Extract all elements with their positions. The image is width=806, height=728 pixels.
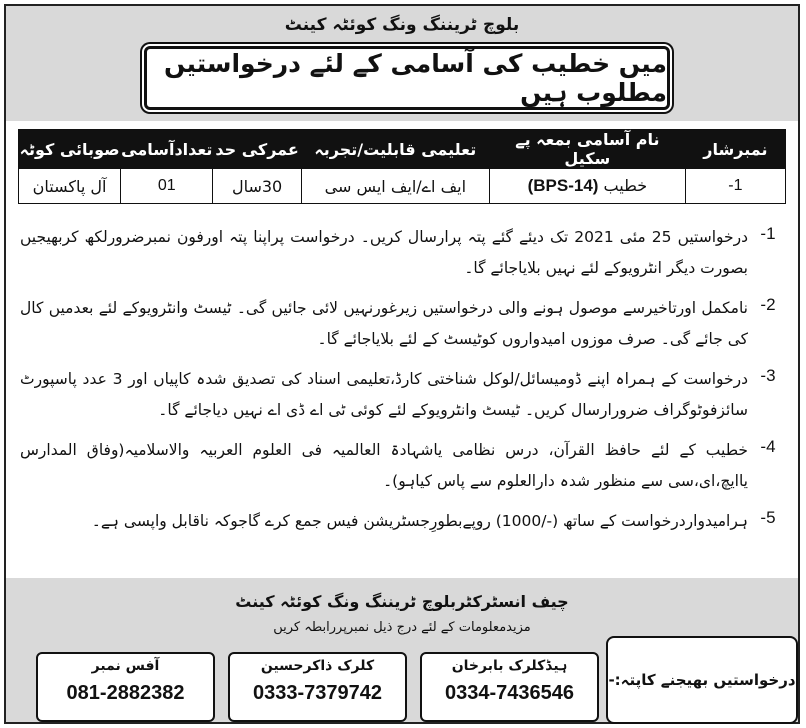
condition-number: 3- (760, 366, 776, 385)
posts-table (18, 129, 786, 204)
condition-number: 5- (760, 508, 776, 527)
condition-number: 2- (760, 295, 776, 314)
condition-item (16, 435, 788, 497)
header-qualification: تعلیمی قابلیت/تجربہ (301, 130, 489, 169)
main-title-box (144, 46, 670, 110)
header-quota: صوبائی کوٹہ (19, 130, 121, 169)
condition-item (16, 293, 788, 355)
cell-qualification: ایف اے/ایف ایس سی (301, 169, 489, 204)
condition-number: 1- (760, 224, 776, 243)
main-title: میں خطیب کی آسامی کے لئے درخواستیں مطلوب ہیں (164, 49, 667, 107)
header-count: تعدادآسامی (121, 130, 213, 169)
table-header-row (19, 130, 786, 169)
cell-post (489, 169, 685, 204)
contact-phone: 0334-7436546 (444, 682, 574, 704)
header-post: نام آسامی بمعہ پے سکیل (489, 130, 685, 169)
condition-text: ہرامیدواردرخواست کے ساتھ (-/1000) روپےبطورِجسٹریشن فیس جمع کرے گاجوکہ ناقابل واپسی ہے۔ (91, 512, 748, 530)
footer-band (6, 578, 798, 722)
contact-name: آفس نمبر (91, 658, 160, 674)
advertisement-frame (4, 4, 800, 724)
condition-item (16, 222, 788, 284)
header-band (6, 6, 798, 121)
contact-phone: 0333-7379742 (252, 682, 382, 704)
condition-number: 4- (760, 437, 776, 456)
condition-text: درخواست کے ہمراہ اپنے ڈومیسائل/لوکل شناختی کارڈ،تعلیمی اسناد کی تصدیق شدہ کاپیاں اور 3 عدد پاسپورٹ سائزفوٹوگراف ضرورارسال کریں۔ ٹیسٹ وانٹرویوکے لئے کوئی ٹی اے ڈی اے نہیں دیاجائے گا۔ (20, 370, 748, 419)
table-row (19, 169, 786, 204)
condition-item (16, 506, 788, 537)
address-label-box (606, 636, 798, 724)
condition-text: خطیب کے لئے حافظ القرآن، درس نظامی یاشہادۃ العالمیہ فی العلوم العربیہ والاسلامیہ(وفاق المدارس یاایچ،ای،سی سے منظور شدہ دارالعلوم سے پاس کیاہو)۔ (20, 441, 748, 490)
condition-text: درخواستیں 25 مئی 2021 تک دیئے گئے پتہ پرارسال کریں۔ درخواست پراپنا پتہ اورفون نمبرضرورلکھ کربھیجیں بصورت دیگر انٹرویوکے لئے نہیں بلایاجائے گا۔ (20, 228, 749, 277)
cell-quota: آل پاکستان (19, 169, 121, 204)
contact-office (36, 652, 215, 722)
header-serial: نمبرشار (685, 130, 785, 169)
conditions-list (16, 222, 788, 546)
cell-serial: 1- (685, 169, 785, 204)
post-scale: (BPS-14) (527, 176, 599, 195)
condition-item (16, 364, 788, 426)
contact-clerk (228, 652, 407, 722)
cell-count: 01 (121, 169, 213, 204)
contact-name: ہیڈکلرک بابرخان (451, 658, 568, 674)
address-label: درخواستیں بھیجنے کاپتہ:- (608, 671, 796, 689)
cell-age: 30سال (213, 169, 301, 204)
chief-instructor-title: چیف انسٹرکٹربلوچ ٹریننگ ونگ کوئٹہ کینٹ (235, 592, 569, 611)
organization-title: بلوچ ٹریننگ ونگ کوئٹہ کینٹ (284, 15, 520, 35)
header-age: عمرکی حد (213, 130, 301, 169)
contact-note: مزیدمعلومات کے لئے درج ذیل نمبرپررابطہ کریں (273, 620, 531, 635)
post-name: خطیب (603, 176, 648, 195)
contact-head-clerk (420, 652, 599, 722)
contact-phone: 081-2882382 (66, 682, 185, 704)
condition-text: نامکمل اورتاخیرسے موصول ہونے والی درخواستیں زیرغورنہیں لائی جائیں گی۔ ٹیسٹ وانٹرویوکے لئے بعدمیں کال کی جائے گی۔ صرف موزوں امیدواروں کوٹیسٹ کے لئے بلایاجائے گا۔ (20, 299, 748, 348)
contact-name: کلرک ذاکرحسین (260, 658, 375, 674)
